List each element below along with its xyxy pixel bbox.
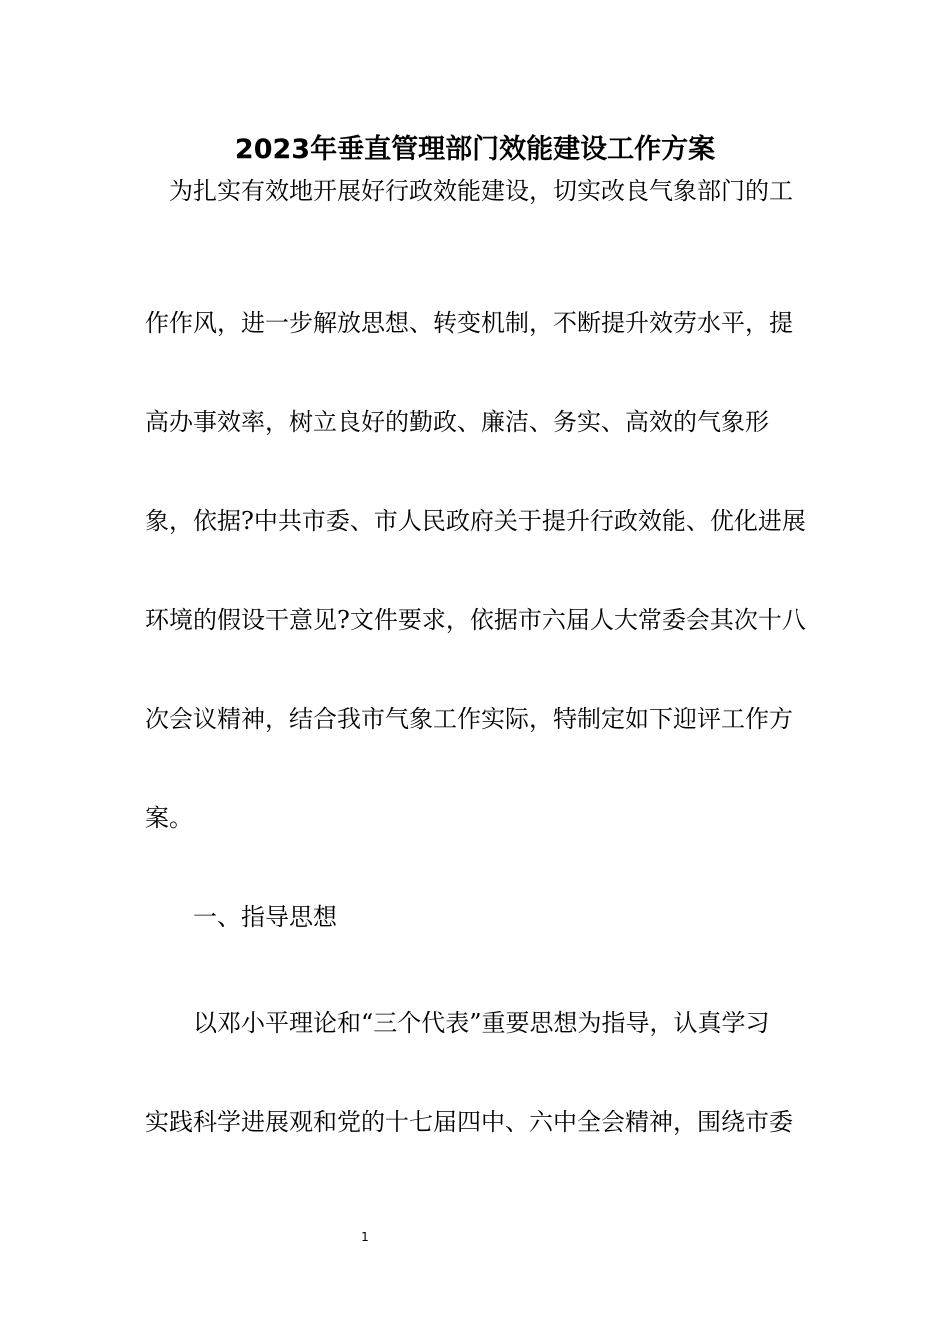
body-line: 作作风，进一步解放思想、转变机制，不断提升效劳水平，提 xyxy=(145,309,793,337)
page-number: 1 xyxy=(361,1230,369,1244)
body-line: 高办事效率，树立良好的勤政、廉洁、务实、高效的气象形 xyxy=(145,408,769,436)
body-line: 案。 xyxy=(145,804,193,832)
body-line: 以邓小平理论和“三个代表”重要思想为指导，认真学习 xyxy=(145,1009,770,1037)
section-heading: 一、指导思想 xyxy=(145,903,337,931)
body-line: 象，依据?中共市委、市人民政府关于提升行政效能、优化进展 xyxy=(145,507,806,535)
document-title: 2023年垂直管理部门效能建设工作方案 xyxy=(234,134,716,165)
body-line: 为扎实有效地开展好行政效能建设，切实改良气象部门的工 xyxy=(145,177,793,205)
body-line: 次会议精神，结合我市气象工作实际，特制定如下迎评工作方 xyxy=(145,705,793,733)
body-line: 实践科学进展观和党的十七届四中、六中全会精神，围绕市委 xyxy=(145,1108,793,1136)
body-line: 环境的假设干意见?文件要求，依据市六届人大常委会其次十八 xyxy=(145,606,806,634)
